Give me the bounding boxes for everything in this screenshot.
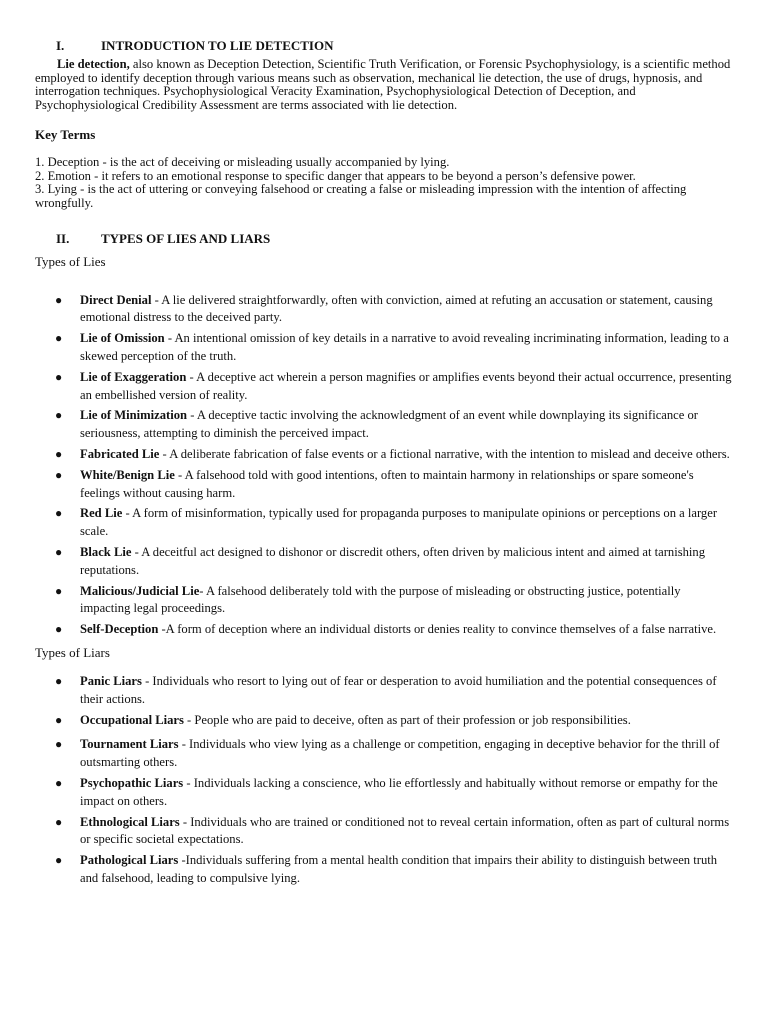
item-desc: - Individuals lacking a conscience, who lie effortlessly and habitually without remorse or empathy for the impact on others. [80,775,718,808]
bullet-icon: ● [55,814,63,829]
key-term-item: 3. Lying - is the act of uttering or conveying falsehood or creating a false or misleading impression with the intention of affecting wrongfully. [35,182,687,210]
key-term-item: 2. Emotion - it refers to an emotional response to specific danger that appears to be beyond a person’s defensive power. [35,168,636,183]
key-terms-heading: Key Terms [35,126,96,142]
bullet-icon: ● [55,622,63,637]
item-term: White/Benign Lie [80,467,175,482]
bullet-icon: ● [55,853,63,868]
item-term: Psychopathic Liars [80,775,184,790]
item-desc: -Individuals suffering from a mental health condition that impairs their ability to distinguish between truth and falsehood, leading to compulsive lying. [80,853,718,885]
item-desc: - People who are paid to deceive, often as part of their profession or job responsibilities. [183,712,631,727]
key-term-item: 1. Deception - is the act of deceiving or misleading usually accompanied by lying. [35,154,450,169]
section-number: II. [56,230,70,246]
list-item [35,544,732,580]
item-term: Self-Deception [80,622,159,637]
item-term: Lie of Omission [80,331,165,346]
list-item [35,852,732,888]
item-desc: - A falsehood deliberately told with the purpose of misleading or obstructing justice, potentially impacting legal proceedings. [80,583,681,616]
bullet-icon: ● [55,292,63,307]
list-item [35,814,732,850]
item-term: Malicious/Judicial Lie [80,583,200,598]
item-desc: - A deceitful act designed to dishonor or discredit others, often driven by malicious intent and aimed at tarnishing reputations. [80,544,706,577]
item-desc: - Individuals who are trained or conditioned not to reveal certain information, often as part of cultural norms or specific societal expectations. [80,814,730,847]
intro-text: also known as Deception Detection, Scientific Truth Verification, or Forensic Psychophysiology, is a scientific method employed to identify deception through various means such as observation, mechanical lie detection, the use of drugs, hypnosis, and interrogation techniques. Psychophysiological Veracity Examination, Psychophysiological Detection of Deception, and Psychophysiological Credibility Assessment are terms associated with lie detection. [35,57,731,113]
item-term: Black Lie [80,544,132,559]
item-term: Pathological Liars [80,853,179,868]
bullet-icon: ● [55,737,63,752]
bullet-icon: ● [55,544,63,559]
item-desc: - A lie delivered straightforwardly, often with conviction, aimed at refuting an accusation or statement, causing emotional distress to the deceived party. [80,292,713,325]
list-item [35,673,732,709]
list-item [35,712,732,730]
bullet-icon: ● [55,712,63,727]
item-term: Tournament Liars [80,737,179,752]
bullet-icon: ● [55,467,63,482]
item-term: Red Lie [80,506,123,521]
liars-subheading: Types of Liars [35,644,110,660]
item-term: Lie of Minimization [80,408,188,423]
section-number: I. [56,38,65,53]
item-desc: - Individuals who resort to lying out of fear or desperation to avoid humiliation and the potential consequences of their actions. [80,673,717,706]
list-item [35,621,732,639]
section-title: TYPES OF LIES AND LIARS [101,230,271,246]
bullet-icon: ● [55,506,63,521]
section-heading-1 [56,38,732,53]
item-term: Lie of Exaggeration [80,369,187,384]
bullet-icon: ● [55,673,63,688]
section-heading-2 [56,231,732,246]
item-term: Panic Liars [80,673,142,688]
item-desc: - An intentional omission of key details in a narrative to avoid revealing incriminating information, leading to a skewed perception of the truth. [80,331,729,364]
lies-list [35,292,732,639]
bullet-icon: ● [55,331,63,346]
list-item [35,505,732,541]
list-item [35,775,732,811]
list-item [35,369,732,405]
lies-subheading: Types of Lies [35,253,106,269]
list-item [35,330,732,366]
bullet-icon: ● [55,369,63,384]
bullet-icon: ● [55,775,63,790]
intro-term: Lie detection, [57,57,130,71]
item-desc: - A falsehood told with good intentions, often to maintain harmony in relationships or spare someone's feelings without causing harm. [80,467,694,500]
item-term: Occupational Liars [80,712,184,727]
item-desc: - A form of misinformation, typically used for propaganda purposes to manipulate opinions or perceptions on a larger scale. [80,506,718,539]
section-title: INTRODUCTION TO LIE DETECTION [101,38,334,53]
item-desc: - A deliberate fabrication of false events or a fictional narrative, with the intention to mislead and deceive others. [159,447,730,461]
item-desc: - Individuals who view lying as a challenge or competition, engaging in deceptive behavior for the thrill of outsmarting others. [80,737,720,770]
item-term: Ethnological Liars [80,814,180,829]
item-term: Direct Denial [80,292,152,307]
list-item [35,292,732,328]
liars-list [35,673,732,888]
bullet-icon: ● [55,408,63,423]
item-term: Fabricated Lie [80,447,160,461]
list-item [35,736,732,772]
intro-paragraph [35,58,732,113]
key-terms-list [35,156,732,211]
list-item [35,583,732,619]
bullet-icon: ● [55,583,63,598]
list-item [35,467,732,503]
list-item [35,407,732,443]
item-desc: - A deceptive tactic involving the acknowledgment of an event while downplaying its significance or seriousness, attempting to diminish the perceived impact. [80,408,698,441]
item-desc: -A form of deception where an individual distorts or denies reality to convince themselves of a false narrative. [158,622,717,637]
item-desc: - A deceptive act wherein a person magnifies or amplifies events beyond their actual occurrence, presenting an embellished version of reality. [80,369,732,402]
list-item [35,446,732,464]
bullet-icon: ● [55,447,63,461]
